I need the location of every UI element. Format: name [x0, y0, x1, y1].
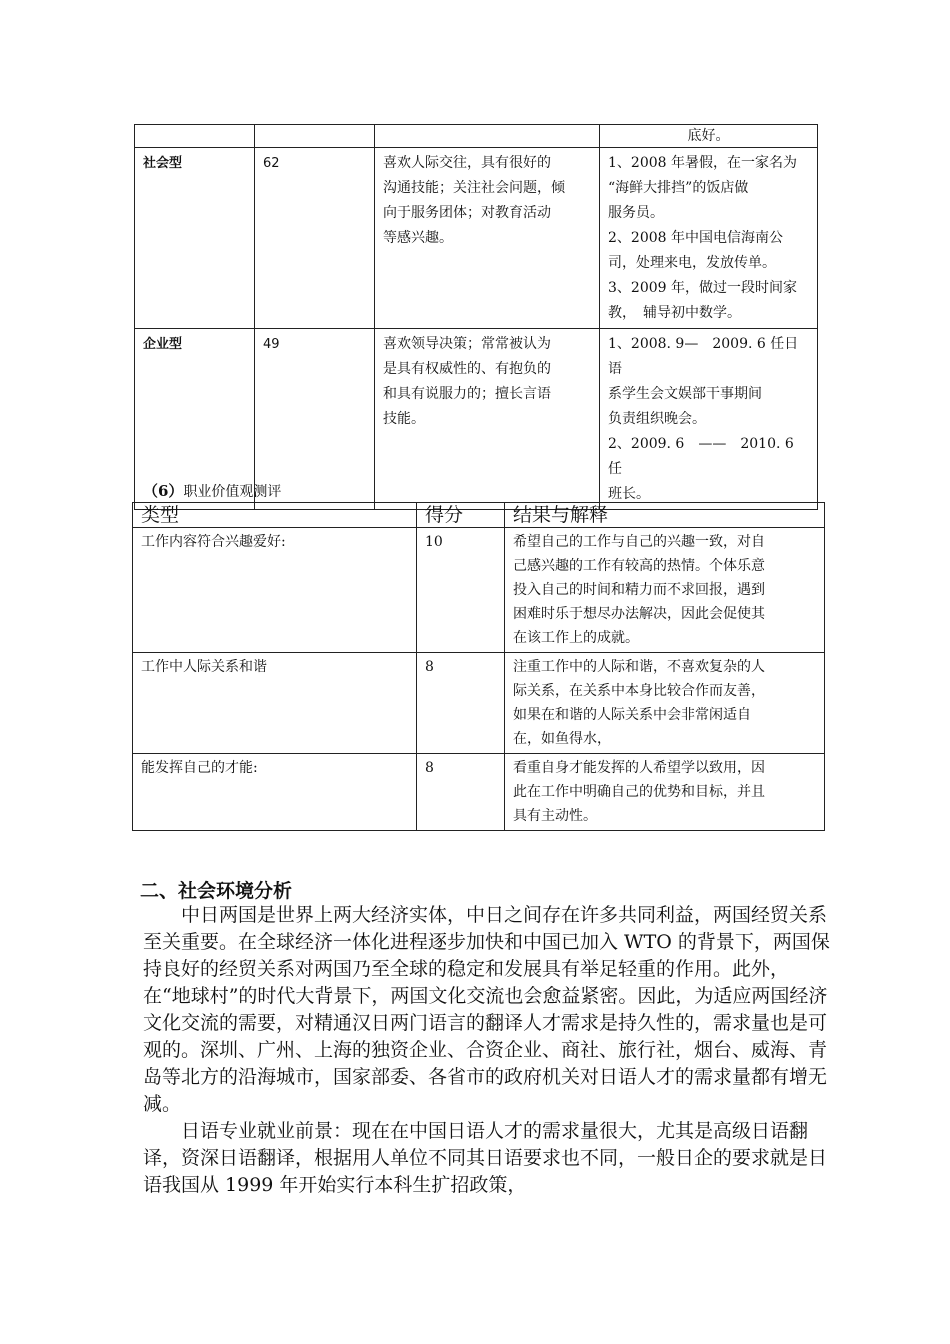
score-cell: 8 [417, 754, 505, 831]
result-cell: 看重自身才能发挥的人希望学以致用，因 此在工作中明确自己的优势和目标，并且 具有主动性。 [505, 754, 825, 831]
values-caption [143, 480, 281, 501]
caption-text: 职业价值观测评 [183, 484, 282, 500]
experience-cell: 1、2008 年暑假，在一家名为 “海鲜大排挡”的饭店做 服务员。 2、2008 年中国电信海南公 司，处理来电，发放传单。 3、2009 年，做过一段时间家 教， 辅导初中数学。 [600, 148, 818, 329]
type-cell: 能发挥自己的才能: [133, 754, 417, 831]
section-heading: 二、社会环境分析 [140, 880, 293, 902]
type-cell: 工作内容符合兴趣爱好: [133, 528, 417, 653]
table-row [135, 125, 818, 148]
score-cell [255, 125, 375, 148]
type-cell: 社会型 [135, 148, 255, 329]
paragraph: 日语专业就业前景：现在在中国日语人才的需求量很大，尤其是高级日语翻译，资深日语翻译，根据用人单位不同其日语要求也不同，一般日企的要求就是日语我国从 1999 年开始实行本科生扩招政策， [143, 1120, 828, 1196]
experience-cell: 底好。 [600, 125, 818, 148]
section-body [143, 902, 833, 1199]
type-cell: 企业型 [135, 329, 255, 510]
header-type: 类型 [133, 503, 417, 528]
career-values-table [132, 502, 825, 831]
table-row [133, 528, 825, 653]
score-cell: 8 [417, 653, 505, 754]
description-cell: 喜欢人际交往，具有很好的 沟通技能；关注社会问题，倾 向于服务团体；对教育活动 等感兴趣。 [375, 148, 600, 329]
table-row [133, 653, 825, 754]
experience-cell: 1、2008. 9— 2009. 6 任日语 系学生会文娱部干事期间 负责组织晚会。 2、2009. 6 —— 2010. 6 任 班长。 [600, 329, 818, 510]
table-row [133, 754, 825, 831]
score-cell: 10 [417, 528, 505, 653]
personality-type-table [134, 124, 818, 510]
type-cell [135, 125, 255, 148]
score-cell: 62 [255, 148, 375, 329]
table-header-row [133, 503, 825, 528]
caption-number: （6） [143, 482, 184, 500]
table-row [135, 148, 818, 329]
description-cell [375, 125, 600, 148]
description-cell: 喜欢领导决策；常常被认为 是具有权威性的、有抱负的 和具有说服力的；擅长言语 技能。 [375, 329, 600, 510]
header-score: 得分 [417, 503, 505, 528]
score-cell: 49 [255, 329, 375, 510]
type-cell: 工作中人际关系和谐 [133, 653, 417, 754]
result-cell: 希望自己的工作与自己的兴趣一致，对自 己感兴趣的工作有较高的热情。个体乐意 投入自己的时间和精力而不求回报，遇到 困难时乐于想尽办法解决，因此会促使其 在该工作上的成就。 [505, 528, 825, 653]
result-cell: 注重工作中的人际和谐，不喜欢复杂的人 际关系，在关系中本身比较合作而友善， 如果在和谐的人际关系中会非常闲适自 在，如鱼得水， [505, 653, 825, 754]
header-result: 结果与解释 [505, 503, 825, 528]
paragraph: 中日两国是世界上两大经济实体，中日之间存在许多共同利益，两国经贸关系至关重要。在全球经济一体化进程逐步加快和中国已加入 WTO 的背景下，两国保持良好的经贸关系对两国乃至全球的稳定和发展具有举足轻重的作用。此外，在“地球村”的时代大背景下，两国文化交流也会愈益紧密。因此，为适应两国经济文化交流的需要，对精通汉日两门语言的翻译人才需求是持久性的，需求量也是可观的。深圳、广州、上海的独资企业、合资企业、商社、旅行社，烟台、威海、青岛等北方的沿海城市，国家部委、各省市的政府机关对日语人才的需求量都有增无减。 [143, 904, 830, 1115]
